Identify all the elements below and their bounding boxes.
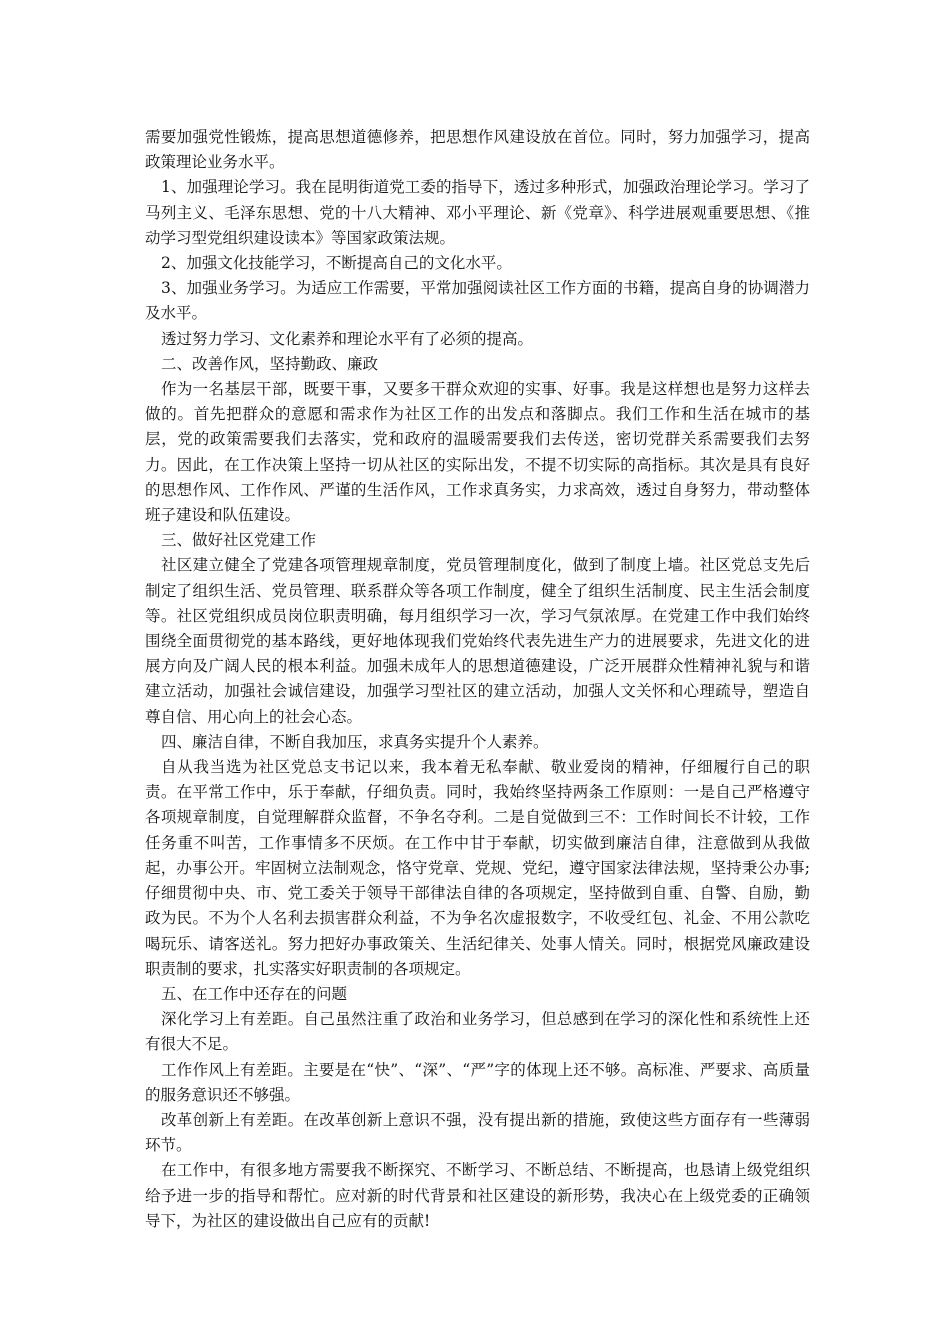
paragraph-13: 深化学习上有差距。自己虽然注重了政治和业务学习，但总感到在学习的深化性和系统性上还有很大不足。 bbox=[145, 1010, 810, 1054]
section-heading-2: 二、改善作风，坚持勤政、廉政 bbox=[161, 354, 379, 373]
paragraph-5: 透过努力学习、文化素养和理论水平有了必须的提高。 bbox=[161, 329, 534, 348]
paragraph-2: 1、加强理论学习。我在昆明街道党工委的指导下，透过多种形式，加强政治理论学习。学习了马列主义、毛泽东思想、党的十八大精神、邓小平理论、新《党章》、科学进展观重要思想、《推动学习型党组织建设读本》等国家政策法规。 bbox=[145, 178, 810, 247]
document-body bbox=[145, 125, 810, 1234]
paragraph-3: 2、加强文化技能学习，不断提高自己的文化水平。 bbox=[161, 254, 512, 273]
paragraph-15: 改革创新上有差距。在改革创新上意识不强，没有提出新的措施，致使这些方面存有一些薄弱环节。 bbox=[145, 1110, 810, 1155]
paragraph-1: 需要加强党性锻炼，提高思想道德修养，把思想作风建设放在首位。同时，努力加强学习，提高政策理论业务水平。 bbox=[145, 128, 810, 172]
paragraph-14: 工作作风上有差距。主要是在“快”、“深”、“严”字的体现上还不够。高标准、严要求、高质量的服务意识还不够强。 bbox=[145, 1060, 810, 1104]
section-heading-4: 四、廉洁自律，不断自我加压，求真务实提升个人素养。 bbox=[161, 732, 549, 751]
section-heading-5: 五、在工作中还存在的问题 bbox=[161, 984, 348, 1003]
section-heading-3: 三、做好社区党建工作 bbox=[161, 531, 317, 550]
paragraph-11: 自从我当选为社区党总支书记以来，我本着无私奉献、敬业爱岗的精神，仔细履行自己的职责。在平常工作中，乐于奉献，仔细负责。同时，我始终坚持两条工作原则：一是自己严格遵守各项规章制度，自觉理解群众监督，不争名夺利。二是自觉做到三不：工作时间长不计较，工作任务重不叫苦，工作事情多不厌烦。在工作中甘于奉献，切实做到廉洁自律，注意做到从我做起，办事公开。牢固树立法制观念，恪守党章、党规、党纪，遵守国家法律法规，坚持秉公办事;仔细贯彻中央、市、党工委关于领导干部律法自律的各项规定，坚持做到自重、自警、自励，勤政为民。不为个人名利去损害群众利益，不为争名次虚报数字，不收受红包、礼金、不用公款吃喝玩乐、请客送礼。努力把好办事政策关、生活纪律关、处事人情关。同时，根据党风廉政建设职责制的要求，扎实落实好职责制的各项规定。 bbox=[145, 758, 810, 978]
paragraph-9: 社区建立健全了党建各项管理规章制度，党员管理制度化，做到了制度上墙。社区党总支先后制定了组织生活、党员管理、联系群众等各项工作制度，健全了组织生活制度、民主生活会制度等。社区党组织成员岗位职责明确，每月组织学习一次，学习气氛浓厚。在党建工作中我们始终围绕全面贯彻党的基本路线，更好地体现我们党始终代表先进生产力的进展要求，先进文化的进展方向及广阔人民的根本利益。加强未成年人的思想道德建设，广泛开展群众性精神礼貌与和谐建立活动，加强社会诚信建设，加强学习型社区的建立活动，加强人文关怀和心理疏导，塑造自尊自信、用心向上的社会心态。 bbox=[145, 556, 810, 726]
paragraph-4: 3、加强业务学习。为适应工作需要，平常加强阅读社区工作方面的书籍，提高自身的协调潜力及水平。 bbox=[145, 279, 810, 323]
paragraph-16: 在工作中，有很多地方需要我不断探究、不断学习、不断总结、不断提高，也恳请上级党组织给予进一步的指导和帮忙。应对新的时代背景和社区建设的新形势，我决心在上级党委的正确领导下，为社区的建设做出自己应有的贡献! bbox=[145, 1161, 810, 1230]
paragraph-7: 作为一名基层干部，既要干事，又要多干群众欢迎的实事、好事。我是这样想也是努力这样去做的。首先把群众的意愿和需求作为社区工作的出发点和落脚点。我们工作和生活在城市的基层，党的政策需要我们去落实，党和政府的温暖需要我们去传送，密切党群关系需要我们去努力。因此，在工作决策上坚持一切从社区的实际出发，不提不切实际的高指标。其次是具有良好的思想作风、工作作风、严谨的生活作风，工作求真务实，力求高效，透过自身努力，带动整体班子建设和队伍建设。 bbox=[145, 380, 810, 525]
